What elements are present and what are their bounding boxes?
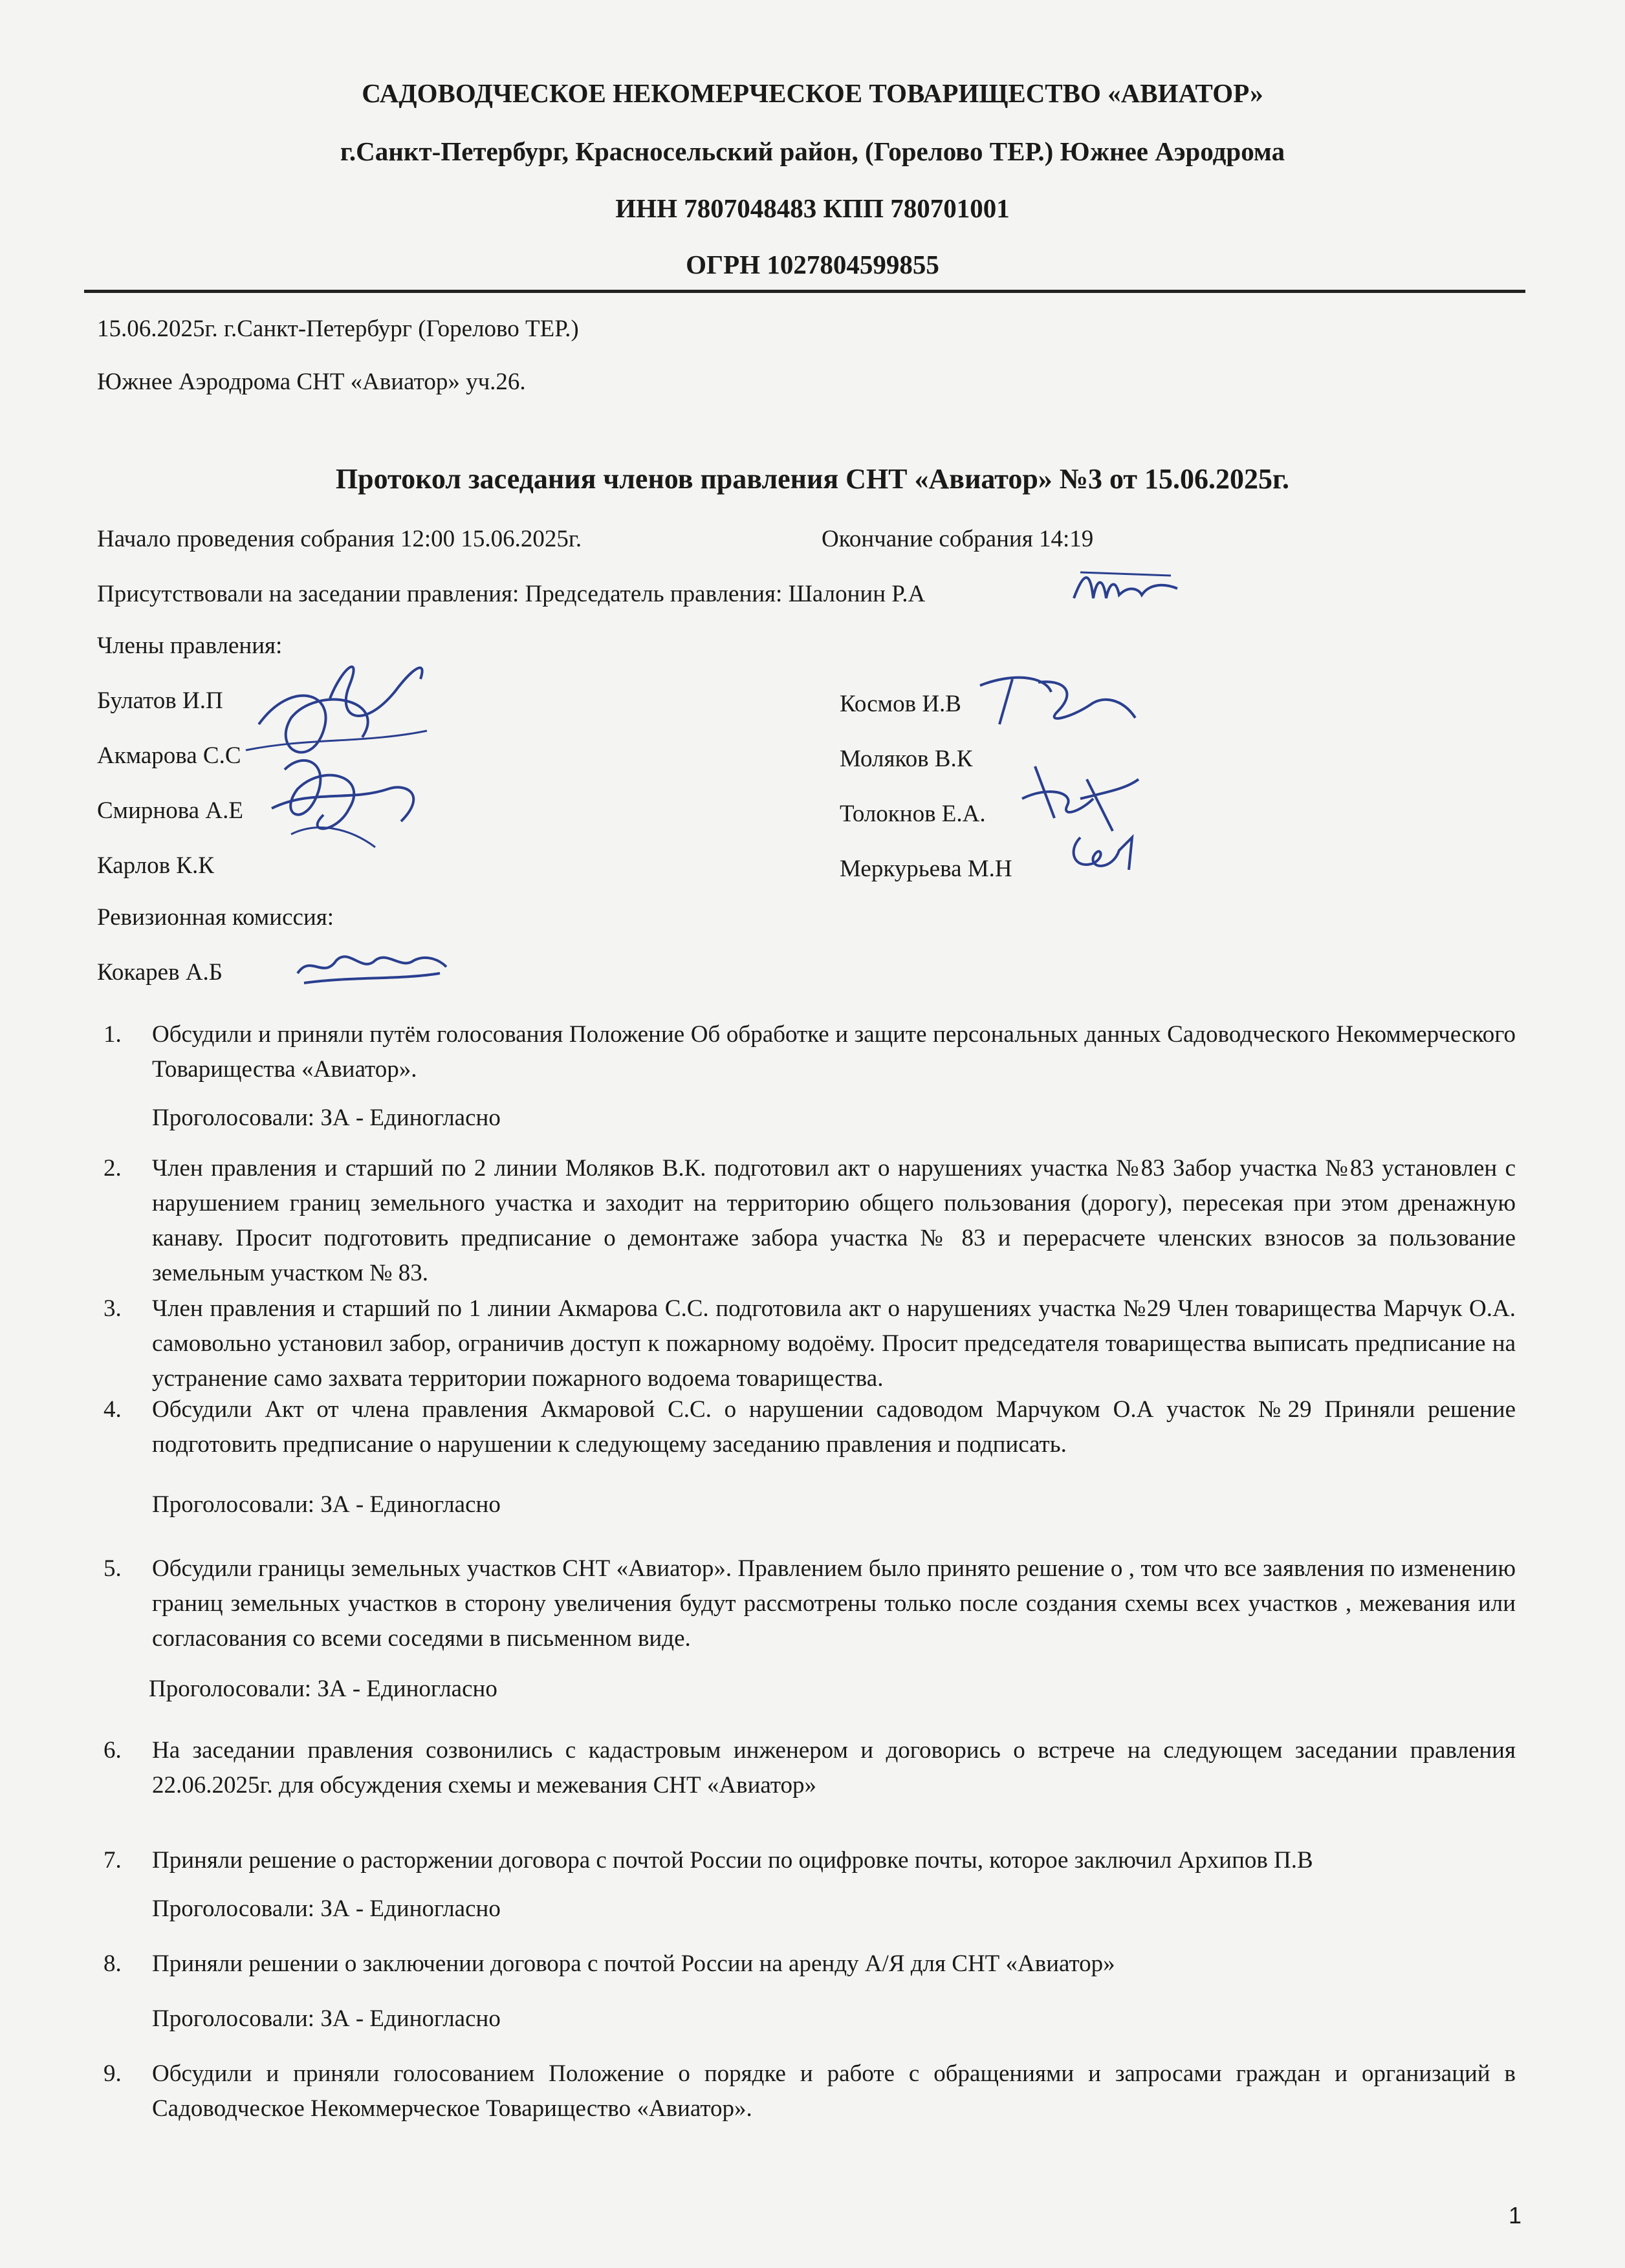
member-karlov: Карлов К.К — [97, 852, 214, 879]
audit-member-signature — [285, 934, 453, 1002]
member-toloknov: Толокнов Е.А. — [840, 801, 986, 827]
org-inn-kpp: ИНН 7807048483 КПП 780701001 — [615, 193, 1010, 223]
item-9-number: 9. — [104, 2060, 122, 2087]
item-5-number: 5. — [104, 1555, 122, 1582]
member-smirnova: Смирнова А.Е — [97, 797, 243, 824]
item-4-vote: Проголосовали: ЗА - Единогласно — [152, 1491, 501, 1518]
item-2-number: 2. — [104, 1155, 122, 1182]
member-bulatov: Булатов И.П — [97, 687, 223, 714]
item-9-text: Обсудили и приняли голосованием Положение о порядке и работе с обращениями и запросами граждан и организаций в Садоводческое Некоммерческое Товарищество «Авиатор». — [152, 2060, 1516, 2122]
item-3-text: Член правления и старший по 1 линии Акмарова С.С. подготовила акт о нарушениях участка №29 Член товарищества Марчук О.А. самовольно установил забор, ограничив доступ к пожарному водоёму. Просит председателя товарищества выписать предписание на устранение само захвата территории пожарного водоема товарищества. — [152, 1295, 1516, 1392]
protocol-title: Протокол заседания членов правления СНТ «Авиатор» №3 от 15.06.2025г. — [335, 463, 1290, 495]
member-kosmov: Космов И.В — [840, 691, 961, 717]
meeting-location: Южнее Аэродрома СНТ «Авиатор» уч.26. — [97, 369, 526, 395]
members-left-signatures — [233, 640, 479, 889]
item-8-text: Приняли решении о заключении договора с почтой России на аренду А/Я для СНТ «Авиатор» — [152, 1950, 1115, 1977]
item-7-number: 7. — [104, 1847, 122, 1874]
page-number: 1 — [1508, 2202, 1521, 2229]
item-6-number: 6. — [104, 1737, 122, 1764]
meeting-end: Окончание собрания 14:19 — [822, 526, 1094, 552]
item-8-vote: Проголосовали: ЗА - Единогласно — [152, 2005, 501, 2032]
audit-commission-label: Ревизионная комиссия: — [97, 904, 334, 931]
item-4-number: 4. — [104, 1396, 122, 1423]
header-divider — [84, 290, 1525, 293]
date-place: 15.06.2025г. г.Санкт-Петербург (Горелово ТЕР.) — [97, 316, 579, 342]
org-ogrn: ОГРН 1027804599855 — [686, 250, 939, 279]
member-molyakov: Моляков В.К — [840, 746, 973, 772]
item-7-text: Приняли решение о расторжении договора с почтой России по оцифровке почты, которое заключил Архипов П.В — [152, 1847, 1313, 1874]
member-kosmov-signature — [974, 666, 1142, 740]
item-3-number: 3. — [104, 1295, 122, 1322]
item-6-text: На заседании правления созвонились с кадастровым инженером и договорись о встрече на следующем заседании правления 22.06.2025г. для обсуждения схемы и межевания СНТ «Авиатор» — [152, 1737, 1516, 1798]
member-akmarova: Акмарова С.С — [97, 742, 241, 769]
member-merkuryeva: Меркурьева М.Н — [840, 856, 1012, 882]
audit-member-kokarev: Кокарев А.Б — [97, 959, 223, 986]
org-name: САДОВОДЧЕСКОЕ НЕКОМЕРЧЕСКОЕ ТОВАРИЩЕСТВО «АВИАТОР» — [362, 78, 1263, 108]
item-1-vote: Проголосовали: ЗА - Единогласно — [152, 1105, 501, 1131]
board-members-label: Члены правления: — [97, 632, 283, 659]
item-4-text: Обсудили Акт от члена правления Акмаровой С.С. о нарушении садоводом Марчуком О.А участок №29 Приняли решение подготовить предписание о нарушении к следующему заседанию правления и подписать. — [152, 1396, 1516, 1458]
item-5-vote: Проголосовали: ЗА - Единогласно — [149, 1676, 497, 1702]
org-address: г.Санкт-Петербург, Красносельский район, (Горелово ТЕР.) Южнее Аэродрома — [340, 136, 1285, 166]
item-1-text: Обсудили и приняли путём голосования Положение Об обработке и защите персональных данных Садоводческого Некоммерческого Товарищества «Авиатор». — [152, 1021, 1516, 1083]
chairman-signature — [1067, 559, 1184, 621]
item-2-text: Член правления и старший по 2 линии Моляков В.К. подготовил акт о нарушениях участка №83 Забор участка №83 установлен с нарушением границ земельного участка и заходит на территорию общего пользования (дорогу), пересекая при этом дренажную канаву. Просит подготовить предписание о демонтаже забора участка № 83 и перерасчете членских взносов за пользование земельным участком № 83. — [152, 1155, 1516, 1286]
item-7-vote: Проголосовали: ЗА - Единогласно — [152, 1895, 501, 1922]
attendees-chair: Присутствовали на заседании правления: Председатель правления: Шалонин Р.А — [97, 581, 926, 607]
member-merkuryeva-signature — [1061, 825, 1158, 886]
meeting-start: Начало проведения собрания 12:00 15.06.2025г. — [97, 526, 582, 552]
item-1-number: 1. — [104, 1021, 122, 1048]
item-8-number: 8. — [104, 1950, 122, 1977]
item-5-text: Обсудили границы земельных участков СНТ «Авиатор». Правлением было принято решение о , том что все заявления по изменению границ земельных участков в сторону увеличения будут рассмотрены только после создания схемы всех участков , межевания или согласования со всеми соседями в письменном виде. — [152, 1555, 1516, 1652]
